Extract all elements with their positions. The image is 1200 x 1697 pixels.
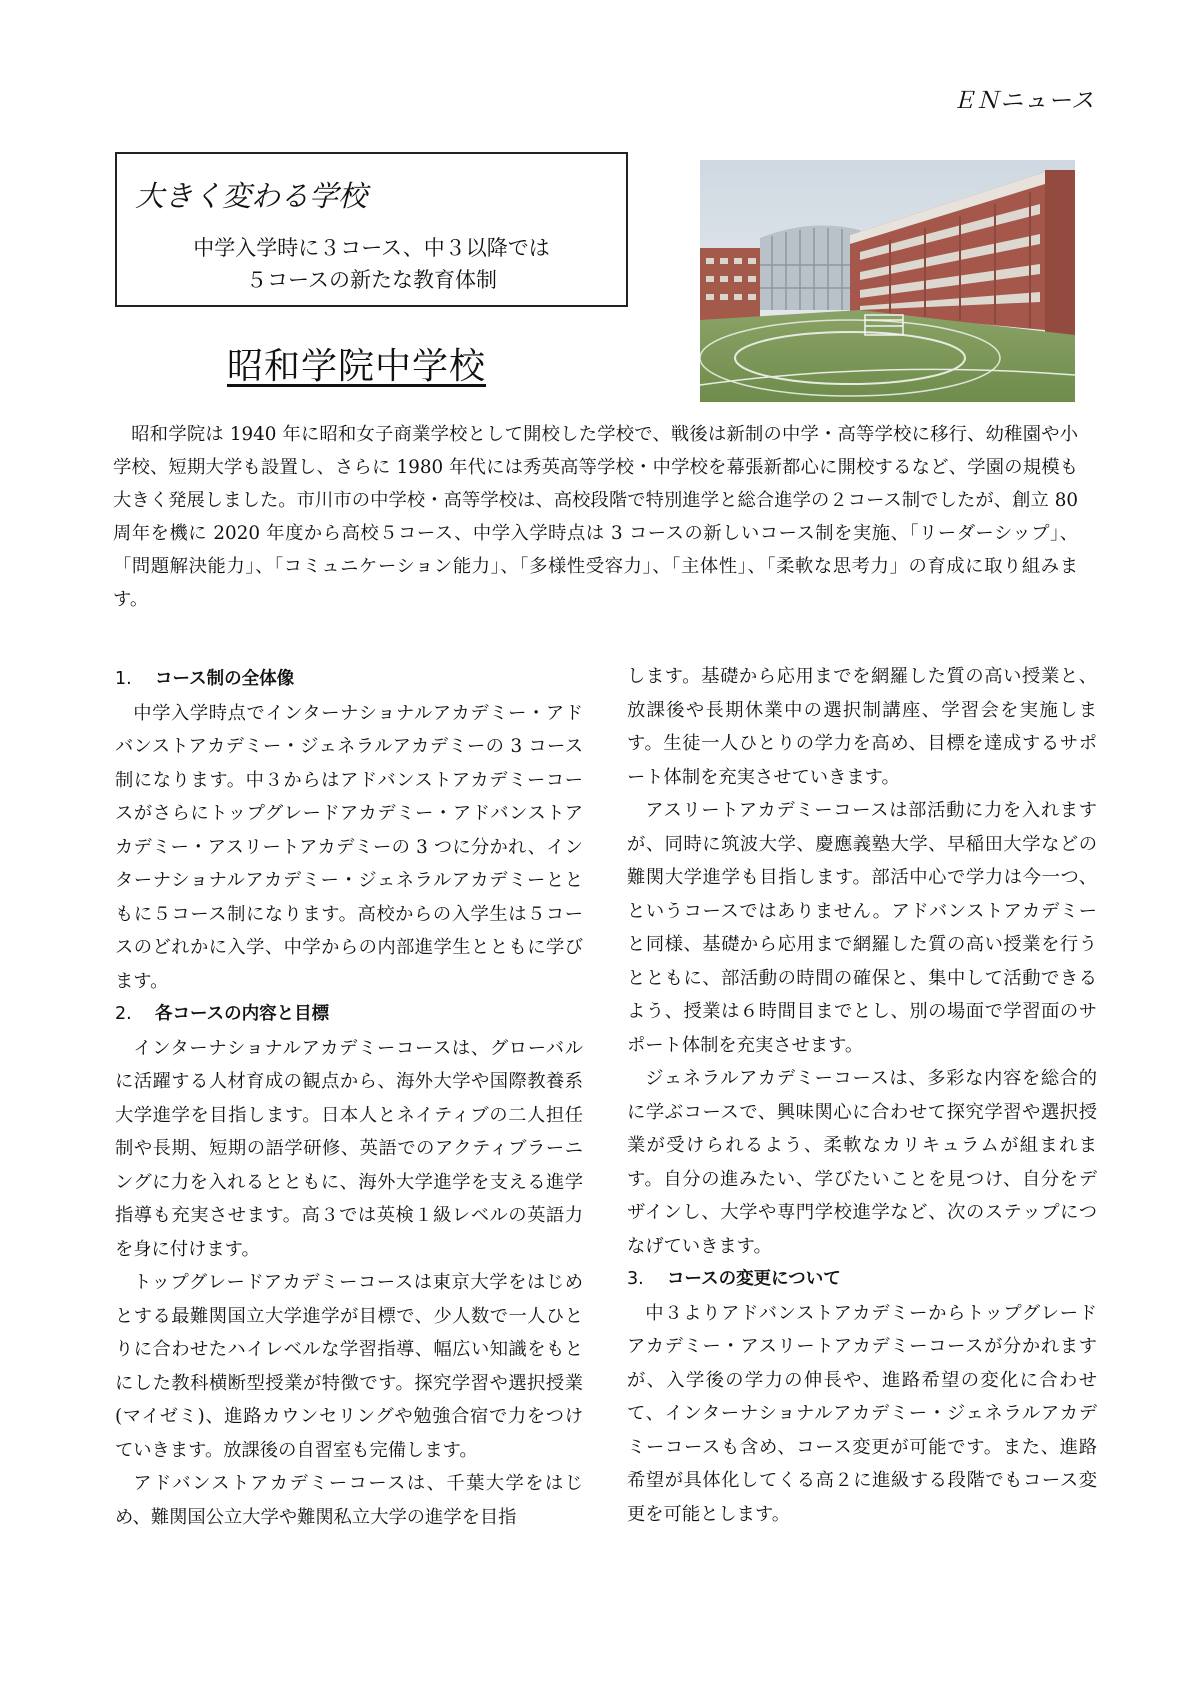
- headline-subtitle-line-2: ５コースの新たな教育体制: [246, 268, 497, 292]
- section-2-paragraph-advanced: アドバンストアカデミーコースは、千葉大学をはじめ、難関国公立大学や難関私立大学の進学を目指: [115, 1473, 583, 1528]
- section-1-heading: [115, 663, 583, 697]
- intro-paragraph: 昭和学院は 1940 年に昭和女子商業学校として開校した学校で、戦後は新制の中学・高等学校に移行、幼稚園や小学校、短期大学も設置し、さらに 1980 年代には秀英高等学校・中学校を幕張新都心に開校するなど、学園の規模も大きく発展しました。市川市の中学校・高等学校は、高校段階で特別進学と総合進学の２コース制でしたが、創立 80 周年を機に 2020 年度から高校５コース、中学入学時点は 3 コースの新しいコース制を実施、「リーダーシップ」、「問題解決能力」、「コミュニケーション能力」、「多様性受容力」、「主体性」、「柔軟な思考力」の育成に取り組みます。: [113, 424, 1078, 610]
- headline-title: 大きく変わる学校: [135, 179, 368, 213]
- section-3-heading: [627, 1263, 1097, 1297]
- section-2-paragraph-advanced-continued: します。基礎から応用までを網羅した質の高い授業と、放課後や長期休業中の選択制講座、学習会を実施します。生徒一人ひとりの学力を高め、目標を達成するサポート体制を充実させていきます。: [627, 666, 1097, 788]
- section-2-paragraph-general: ジェネラルアカデミーコースは、多彩な内容を総合的に学ぶコースで、興味関心に合わせて探究学習や選択授業が受けられるよう、柔軟なカリキュラムが組まれます。自分の進みたい、学びたいことを見つけ、自分をデザインし、大学や専門学校進学など、次のステップにつなげていきます。: [627, 1068, 1097, 1257]
- headline-subtitle: [117, 232, 626, 296]
- section-3-title: コースの変更について: [667, 1269, 841, 1289]
- section-2-paragraph-international: インターナショナルアカデミーコースは、グローバルに活躍する人材育成の観点から、海外大学や国際教養系大学進学を目指します。日本人とネイティブの二人担任制や長期、短期の語学研修、英語でのアクティブラーニングに力を入れるとともに、海外大学進学を支える進学指導も充実させます。高３では英検１級レベルの英語力を身に付けます。: [115, 1037, 583, 1260]
- headline-subtitle-line-1: 中学入学時に３コース、中３以降では: [193, 236, 550, 260]
- left-column: [115, 663, 583, 1534]
- section-3-paragraph: 中３よりアドバンストアカデミーからトップグレードアカデミー・アスリートアカデミーコースが分かれますが、入学後の学力の伸長や、進路希望の変化に合わせて、インターナショナルアカデミー・ジェネラルアカデミーコースも含め、コース変更が可能です。また、進路希望が具体化してくる高２に進級する段階でもコース変更を可能とします。: [627, 1302, 1097, 1525]
- section-2-heading: [115, 998, 583, 1032]
- section-2-paragraph-topgrade: トップグレードアカデミーコースは東京大学をはじめとする最難関国立大学進学が目標で、少人数で一人ひとりに合わせたハイレベルな学習指導、幅広い知識をもとにした教科横断型授業が特徴です。探究学習や選択授業(マイゼミ)、進路カウンセリングや勉強合宿で力をつけていきます。放課後の自習室も完備します。: [115, 1272, 583, 1461]
- section-1-title: コース制の全体像: [155, 669, 295, 689]
- headline-box: [115, 152, 628, 307]
- section-3-number: 3.: [627, 1269, 644, 1289]
- section-2-title: 各コースの内容と目標: [155, 1004, 330, 1024]
- newsletter-label: ＥＮニュース: [952, 88, 1095, 113]
- right-column: [627, 660, 1097, 1531]
- section-2-paragraph-athlete: アスリートアカデミーコースは部活動に力を入れますが、同時に筑波大学、慶應義塾大学、早稲田大学などの難関大学進学も目指します。部活中心で学力は今一つ、というコースではありません。アドバンストアカデミーと同様、基礎から応用まで網羅した質の高い授業を行うとともに、部活動の時間の確保と、集中して活動できるよう、授業は６時間目までとし、別の場面で学習面のサポート体制を充実させます。: [627, 800, 1097, 1056]
- school-name: 昭和学院中学校: [227, 346, 487, 387]
- section-2-number: 2.: [115, 1004, 132, 1024]
- section-1-number: 1.: [115, 669, 132, 689]
- section-1-paragraph: 中学入学時点でインターナショナルアカデミー・アドバンストアカデミー・ジェネラルアカデミーの 3 コース制になります。中３からはアドバンストアカデミーコースがさらにトップグレードアカデミー・アドバンストアカデミー・アスリートアカデミーの 3 つに分かれ、インターナショナルアカデミー・ジェネラルアカデミーとともに５コース制になります。高校からの入学生は５コースのどれかに入学、中学からの内部進学生とともに学びます。: [115, 702, 583, 992]
- school-building-photo: [700, 160, 1075, 402]
